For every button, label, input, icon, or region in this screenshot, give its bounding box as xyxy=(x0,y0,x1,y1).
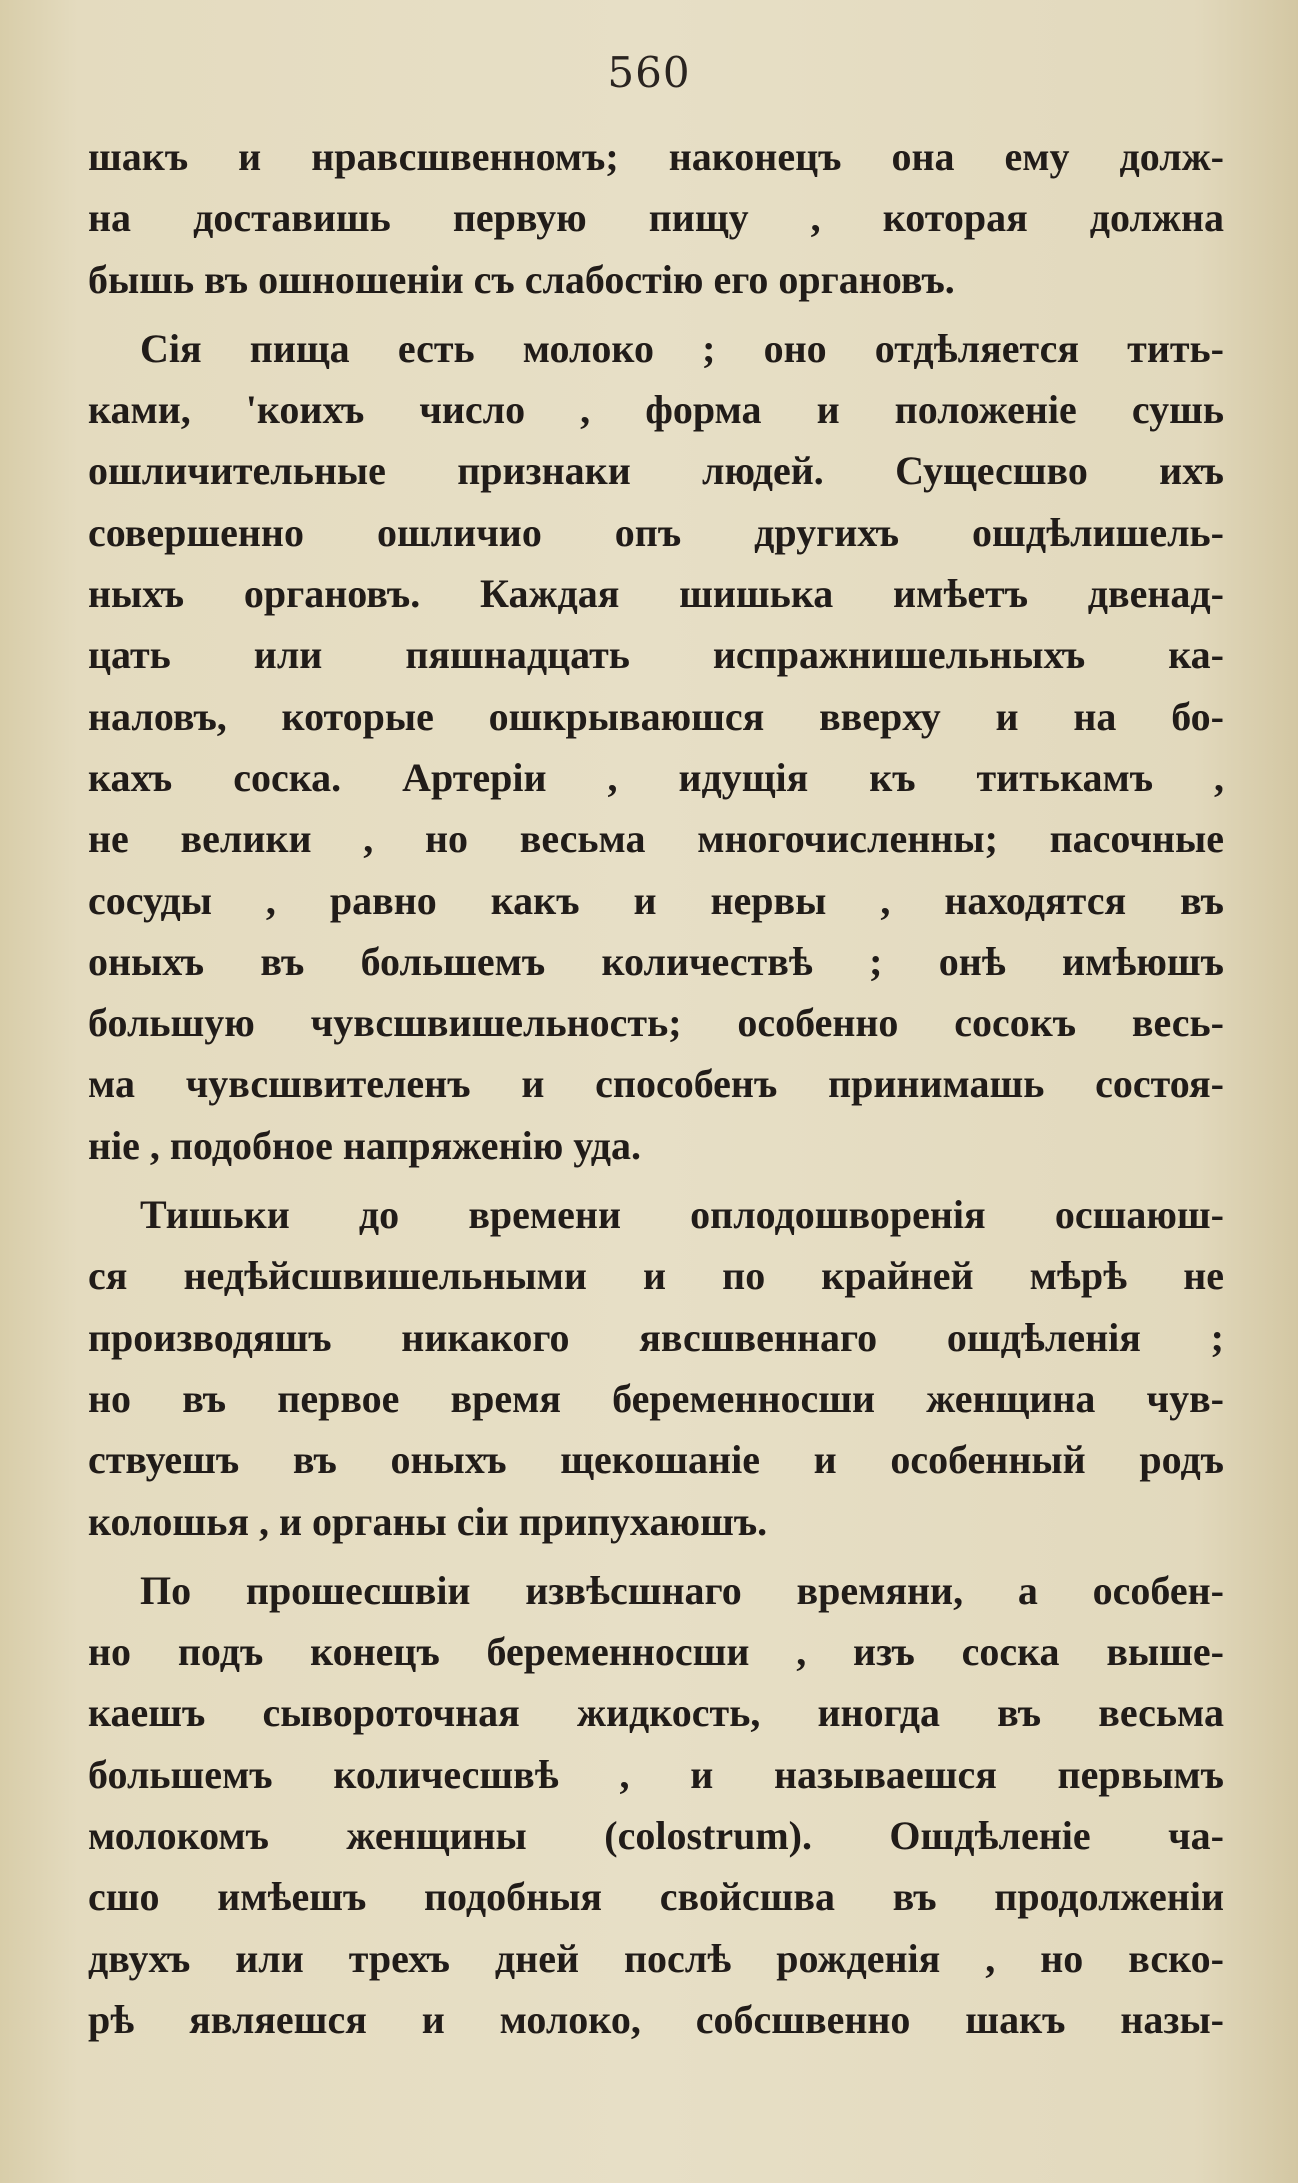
text-line: двухъ или трехъ дней послѣ рожденія , но вско- xyxy=(88,1935,1224,1981)
text-line: большую чувсшвишельность; особенно сосокъ весь- xyxy=(88,1000,1224,1046)
paragraph-gap xyxy=(88,1552,1224,1560)
text-line: каешъ сывороточная жидкость, иногда въ весьма xyxy=(88,1690,1224,1736)
text-line: ныхъ органовъ. Каждая шишька имѣетъ двенад- xyxy=(88,571,1224,617)
text-line: но въ первое время беременносши женщина чув- xyxy=(88,1375,1224,1421)
text-line: ками, 'коихъ число , форма и положеніе сушь xyxy=(88,387,1224,433)
paragraph-3 xyxy=(88,1184,1224,1552)
text-line: совершенно ошличио опъ другихъ ошдѣлишель- xyxy=(88,509,1224,555)
text-line: ма чувсшвителенъ и способенъ принимашь состоя- xyxy=(88,1061,1224,1107)
text-line: ніе , подобное напряженію уда. xyxy=(88,1122,641,1168)
text-line: сшо имѣешъ подобныя свойсшва въ продолженіи xyxy=(88,1874,1224,1920)
paragraph-1 xyxy=(88,126,1224,310)
text-line: ся недѣйсшвишельными и по крайней мѣрѣ не xyxy=(88,1253,1224,1299)
text-line: ствуешъ въ оныхъ щекошаніе и особенный родъ xyxy=(88,1437,1224,1483)
paragraph-2 xyxy=(88,318,1224,1176)
text-line: ошличительные признаки людей. Сущесшво ихъ xyxy=(88,448,1224,494)
text-line: колошья , и органы сіи припухаюшъ. xyxy=(88,1498,768,1544)
paragraph-4 xyxy=(88,1560,1224,2050)
paragraph-gap xyxy=(88,310,1224,318)
text-line: но подъ конецъ беременносши , изъ соска выше- xyxy=(88,1629,1224,1675)
text-line: производяшъ никакого явсшвеннаго ошдѣленія ; xyxy=(88,1314,1224,1360)
text-line: Сія пища есть молоко ; оно отдѣляется тить- xyxy=(140,325,1224,371)
page-number: 560 xyxy=(607,48,691,97)
text-line: на доставишь первую пищу , которая должна xyxy=(88,195,1224,241)
text-line: рѣ являешся и молоко, собсшвенно шакъ назы- xyxy=(88,1996,1224,2042)
text-line: По прошесшвіи извѣсшнаго времяни, а особен- xyxy=(140,1567,1224,1613)
text-line: оныхъ въ большемъ количествѣ ; онѣ имѣюшъ xyxy=(88,938,1224,984)
text-line: цать или пяшнадцать испражнишельныхъ ка- xyxy=(88,632,1224,678)
body-text xyxy=(88,126,1224,2050)
text-line: Тишьки до времени оплодошворенія осшаюш- xyxy=(140,1192,1224,1238)
text-line: кахъ соска. Артеріи , идущія къ титькамъ , xyxy=(88,754,1224,800)
text-line: молокомъ женщины (colostrum). Ошдѣленіе ча- xyxy=(88,1813,1224,1859)
text-line: бышь въ ошношеніи съ слабостію его органовъ. xyxy=(88,256,955,302)
text-line: большемъ количесшвѣ , и называешся первымъ xyxy=(88,1751,1224,1797)
text-line: наловъ, которые ошкрываюшся вверху и на бо- xyxy=(88,693,1224,739)
text-line: шакъ и нравсшвенномъ; наконецъ она ему долж- xyxy=(88,134,1224,179)
paragraph-gap xyxy=(88,1176,1224,1184)
text-line: не велики , но весьма многочисленны; пасочные xyxy=(88,816,1224,862)
text-line: сосуды , равно какъ и нервы , находятся въ xyxy=(88,877,1224,923)
